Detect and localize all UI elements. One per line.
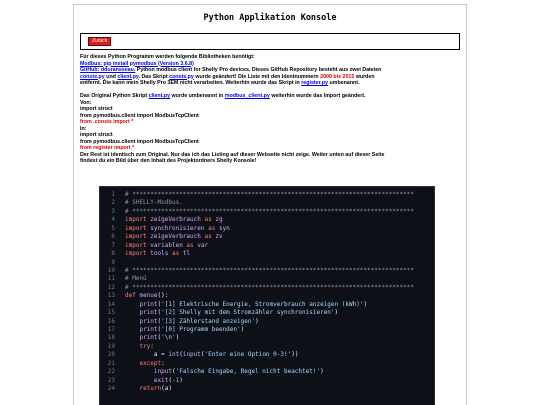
code-token: as [168, 250, 183, 258]
line-number: 19 [107, 342, 115, 350]
code-token: ( [157, 309, 162, 317]
top-bar [80, 33, 460, 50]
code-text [125, 309, 338, 317]
code-text [125, 267, 414, 275]
code-token: ( [157, 334, 162, 342]
code-line [100, 360, 434, 368]
page-title: Python Applikation Konsole [203, 13, 337, 23]
code-snippet-line: from pymodbus.client import ModbusTcpClient [80, 138, 199, 145]
intro-heading: Für dieses Python Programm werden folgende Bibliotheken benötigt: [80, 54, 255, 60]
code-token: ) [240, 326, 245, 333]
code-token: 'Enter eine Option 0-3!' [204, 351, 292, 359]
code-text [125, 199, 183, 207]
code-line [100, 208, 434, 216]
intro-text [80, 54, 460, 165]
line-number: 5 [111, 224, 115, 232]
code-token [125, 301, 139, 308]
code-token: 'Falsche Eingabe, Regel nicht beachtet!' [175, 368, 321, 376]
code-line [100, 292, 434, 300]
code-token: print [139, 334, 158, 342]
code-token [125, 318, 139, 325]
code-line [100, 233, 434, 241]
code-token: ( [179, 351, 183, 359]
code-token: ( [168, 376, 172, 384]
code-text [125, 233, 223, 241]
code-line [100, 301, 434, 309]
code-text [125, 225, 230, 233]
code-text [125, 242, 208, 250]
rest-text: Der Rest ist identisch zum Original. Nur das ich das Listing auf dieser Webseite nicht zeige. Weiter unten auf dieser Seite [80, 151, 385, 158]
code-token: -1 [171, 376, 180, 384]
code-token: exit [153, 376, 169, 384]
line-number: 13 [107, 292, 115, 300]
code-line [100, 250, 434, 258]
code-token: zg [215, 216, 223, 224]
code-text [125, 385, 172, 393]
code-token: import [125, 250, 151, 258]
code-text [125, 301, 367, 309]
code-token: except [139, 359, 162, 367]
code-line [100, 242, 434, 250]
code-text [125, 326, 244, 334]
code-token [125, 377, 154, 384]
code-text [125, 208, 414, 216]
code-token: ) [334, 309, 339, 317]
code-token: try [139, 342, 151, 350]
code-token: var [197, 241, 209, 249]
pymodbus-link[interactable]: Modbus: pip install pymodbus (Version 3.6.8) [80, 60, 194, 67]
code-token: zeigeVerbrauch [150, 233, 201, 241]
code-token: a = [125, 351, 169, 359]
line-number: 12 [107, 283, 115, 291]
line-number: 23 [107, 376, 115, 384]
code-token: syn [218, 224, 230, 232]
code-snippet-line: import struct [80, 132, 113, 138]
code-snippet-old-import: from .consts import * [80, 119, 134, 125]
code-token: ( [171, 368, 176, 376]
code-token: zv [215, 233, 223, 241]
client-link-2[interactable]: client.py [148, 93, 171, 99]
line-number: 7 [111, 241, 115, 249]
code-token [125, 368, 154, 375]
code-token: input [182, 351, 201, 359]
intro-text-span: und [104, 73, 118, 80]
line-number: 11 [107, 275, 115, 283]
line-number: 2 [111, 199, 115, 207]
code-token: print [139, 300, 158, 308]
code-line [100, 385, 434, 393]
code-line [100, 309, 434, 317]
code-token [125, 309, 139, 316]
code-token: as [204, 224, 219, 232]
line-number: 15 [107, 309, 115, 317]
intro-text-span: umbenannt. [328, 80, 360, 86]
code-token: '[0] Programm beenden' [161, 326, 241, 333]
code-token: return [139, 385, 162, 393]
code-line [100, 216, 434, 224]
code-token: # ****************************************************************************** [125, 283, 414, 291]
code-text [125, 368, 324, 376]
code-line [100, 334, 434, 342]
code-token: int [168, 351, 180, 359]
code-line [100, 368, 434, 376]
modbus-client-link[interactable]: modbus_client.py [224, 93, 270, 99]
intro-text-span: wurden [354, 73, 375, 80]
code-token [125, 334, 139, 341]
code-token: # Menü [125, 275, 147, 283]
code-token: '\n' [161, 334, 176, 342]
code-line [100, 318, 434, 326]
code-token [125, 326, 139, 333]
intro-text-span: Python modbus client for Shelly Pro devices. Dieses GitHub Repository besteht aus zwei Dateien [135, 67, 382, 73]
line-number: 21 [107, 359, 115, 367]
client-link[interactable]: client.py [117, 73, 139, 80]
code-token: import [125, 233, 151, 241]
code-text [125, 343, 154, 351]
code-text [125, 360, 165, 368]
code-text [125, 216, 223, 224]
id-range: 2000 bis 2015 [320, 73, 355, 80]
line-number: 4 [111, 216, 115, 224]
code-token: : [150, 342, 154, 350]
code-token: '[2] Shelly mit dem Stromzähler synchronisieren' [161, 309, 335, 317]
code-line [100, 326, 434, 334]
github-link[interactable]: GitHub: dduransseau. [80, 67, 136, 73]
line-number: 9 [111, 258, 115, 266]
code-token: import [125, 241, 151, 249]
code-token: ( [200, 351, 205, 359]
code-token: input [153, 368, 172, 376]
intro-text-span: . Das Skript [138, 73, 170, 80]
code-token: print [139, 326, 158, 333]
code-token [125, 343, 139, 350]
code-token: )) [291, 351, 299, 359]
code-snippet-line: from pymodbus.client import ModbusTcpClient [80, 112, 199, 119]
code-token: ( [157, 300, 162, 308]
code-snippet-line: import struct [80, 106, 113, 112]
intro-text-span: wurde umbenannt in [170, 93, 225, 99]
page-frame [73, 4, 467, 405]
code-token: variablen [150, 241, 183, 249]
line-number: 18 [107, 334, 115, 342]
label-in: In: [80, 125, 87, 132]
code-token: print [139, 309, 158, 317]
code-token: print [139, 317, 158, 325]
code-token: ) [175, 334, 180, 342]
code-token: tools [150, 250, 169, 258]
code-token: zeigeVerbrauch [150, 216, 201, 224]
code-line [100, 267, 434, 275]
code-text [125, 377, 183, 385]
line-number: 17 [107, 326, 115, 333]
code-token: ( [157, 317, 162, 325]
code-text [125, 351, 298, 359]
code-token: as [200, 216, 216, 224]
code-token: ) [363, 300, 368, 308]
line-number: 10 [107, 266, 115, 274]
code-text [125, 275, 147, 283]
rest-text: findest du ein Bild über den Inhalt des Projektordners Shelly Konsole! [80, 158, 257, 164]
code-text [125, 191, 414, 199]
register-link[interactable]: register.py [301, 80, 329, 86]
code-token: # ****************************************************************************** [125, 266, 414, 274]
line-number: 8 [111, 250, 115, 258]
code-line [100, 351, 434, 359]
code-line [100, 275, 434, 283]
intro-text-span: weiterhin wurde das Import geändert. [269, 93, 366, 99]
code-token [125, 360, 139, 367]
consts-link-2[interactable]: consts.py [169, 73, 194, 80]
code-token: def [125, 292, 140, 300]
line-number: 24 [107, 385, 115, 393]
code-token: (a) [161, 385, 172, 393]
code-token: ) [320, 368, 324, 376]
code-token: # SHELLY-Modbus. [125, 199, 183, 207]
code-token: as [182, 241, 198, 249]
code-token: synchronisieren [150, 224, 205, 232]
line-number: 14 [107, 300, 115, 308]
code-token: menue [139, 292, 158, 300]
intro-text-span: Das Original Python Skript [80, 93, 149, 99]
consts-link[interactable]: consts.py [80, 73, 105, 80]
code-text [125, 318, 259, 326]
code-token: ) [255, 317, 259, 325]
intro-text-span: entfernt. Die kann mein Shelly Pro 3EM nicht verarbeiten. Weiterhin wurde das Skript in [80, 80, 302, 86]
code-token: (): [157, 292, 169, 300]
intro-text-span: wurde geändert! Die Liste mit den Identnummern [193, 73, 321, 80]
code-text [125, 292, 168, 300]
code-token [125, 385, 139, 392]
code-line [100, 199, 434, 207]
line-number: 20 [107, 351, 115, 359]
code-token: ( [157, 326, 162, 333]
code-token: import [125, 224, 151, 232]
code-token: tl [182, 250, 191, 258]
code-token: # ****************************************************************************** [125, 207, 414, 215]
line-number: 16 [107, 317, 115, 325]
line-number: 3 [111, 207, 115, 215]
code-token: : [161, 359, 165, 367]
code-line [100, 259, 434, 267]
code-line [100, 343, 434, 351]
code-token: '[1] Elektrische Energie, Stromverbrauch anzeigen (kWh)' [161, 300, 364, 308]
line-number: 1 [111, 191, 115, 198]
code-text [125, 284, 414, 292]
code-snippet-new-import: from register import * [80, 145, 135, 151]
code-line [100, 225, 434, 233]
code-text [125, 334, 179, 342]
code-line [100, 284, 434, 292]
code-listing [99, 186, 435, 405]
code-token: import [125, 216, 151, 224]
line-number: 6 [111, 233, 115, 241]
code-text [125, 250, 190, 258]
code-token: as [200, 233, 216, 241]
code-line [100, 191, 434, 199]
code-token: '[3] Zählerstand anzeigen' [161, 317, 256, 325]
code-line [100, 377, 434, 385]
code-token: # ****************************************************************************** [125, 191, 414, 198]
line-number: 22 [107, 368, 115, 376]
code-token: ) [179, 376, 183, 384]
back-button[interactable]: Zurück [88, 37, 111, 46]
label-von: Von: [80, 99, 92, 106]
